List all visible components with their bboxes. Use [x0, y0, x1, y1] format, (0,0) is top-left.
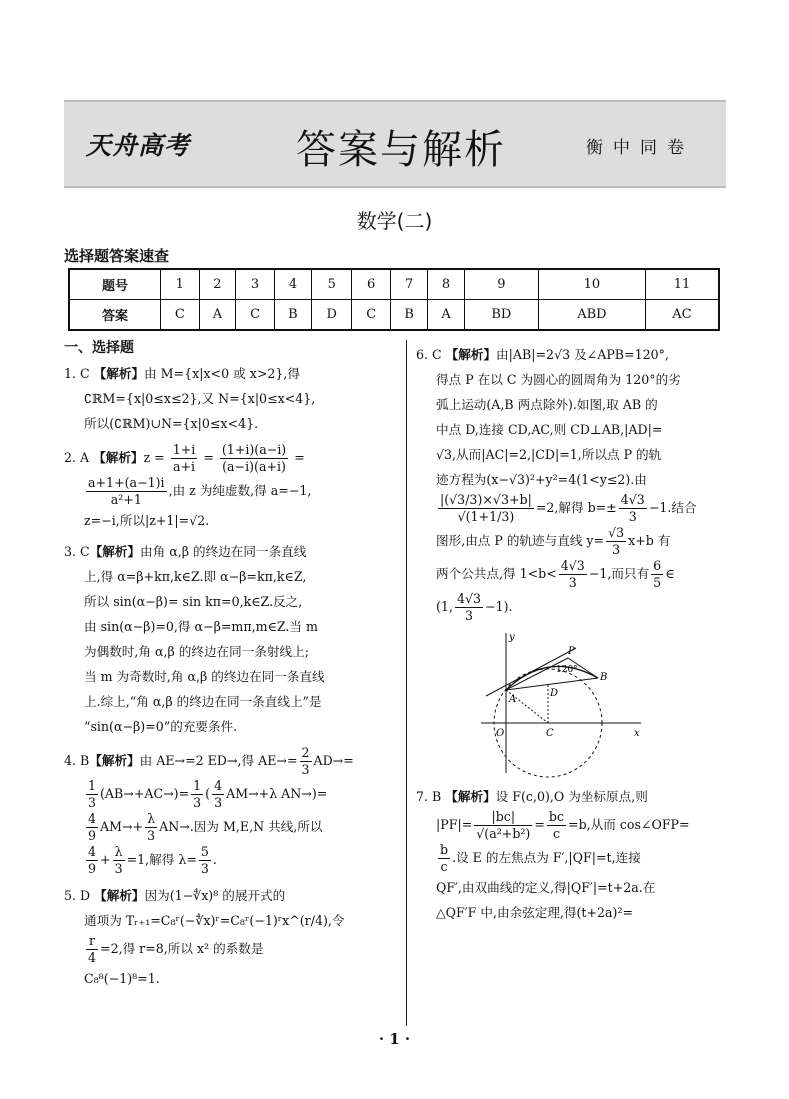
numerator: 1+i	[172, 442, 196, 457]
table-cell: 2	[199, 269, 236, 300]
q4-text: =1,解得 λ=	[126, 852, 197, 867]
q3-line: 当 m 为奇数时,角 α,β 的终边在同一条直线	[84, 669, 325, 684]
circle-diagram	[476, 628, 646, 778]
q3-head: 3. C	[64, 544, 90, 559]
solution-7	[416, 784, 726, 925]
numerator: 4√3	[560, 558, 585, 573]
table-cell: C	[236, 300, 275, 331]
q2-head: 2. A	[64, 450, 90, 465]
q6-text: (1,	[436, 599, 453, 614]
fraction	[220, 442, 288, 475]
row-label-number: 题号	[69, 269, 161, 300]
q3-line: 上.综上,“角 α,β 的终边在同一条直线上”是	[84, 694, 322, 709]
denominator: 9	[88, 861, 97, 876]
numerator: 1	[88, 778, 97, 793]
q7-line: 设 F(c,0),O 为坐标原点,则	[495, 789, 648, 804]
q4-text: (	[205, 786, 211, 801]
table-cell: 6	[352, 269, 391, 300]
page-number: · 1 ·	[378, 1030, 411, 1048]
analysis-tag: 【解析】	[445, 347, 497, 362]
numerator: 5	[200, 844, 209, 859]
table-cell: AC	[645, 300, 719, 331]
table-cell: 8	[428, 269, 465, 300]
numerator: (1+i)(a−i)	[221, 442, 287, 457]
column-divider	[406, 340, 407, 1026]
q5-head: 5. D	[64, 888, 91, 903]
fraction	[619, 492, 647, 525]
fraction	[438, 842, 450, 875]
q1-line: ∁ℝM={x|0≤x≤2},又 N={x|0≤x<4},	[84, 391, 316, 406]
table-cell: 9	[464, 269, 538, 300]
numerator: λ	[147, 811, 156, 826]
numerator: 4	[88, 844, 97, 859]
table-cell: C	[161, 300, 200, 331]
label-p: P	[568, 646, 575, 657]
label-b: B	[600, 672, 608, 683]
q5-line: 通项为 Tᵣ₊₁=C₈ʳ(−∜x)ʳ=C₈ʳ(−1)ʳx^(r/4),令	[84, 913, 345, 928]
q6-text: =2,解得 b=±	[535, 500, 617, 515]
q6-line: 得点 P 在以 C 为圆心的圆周角为 120°的劣	[436, 372, 681, 387]
section-heading: 一、选择题	[64, 340, 134, 356]
table-row-answers	[69, 300, 719, 331]
q2-text: ,由 z 为纯虚数,得 a=−1,	[168, 483, 312, 498]
table-cell: 5	[312, 269, 352, 300]
numerator: |bc|	[491, 809, 516, 824]
fraction	[547, 809, 566, 842]
denominator: 3	[147, 828, 156, 843]
table-cell: A	[428, 300, 465, 331]
q4-text: .	[212, 852, 217, 867]
q6-line: 弧上运动(A,B 两点除外).如图,取 AB 的	[436, 397, 658, 412]
q3-line: 由 sin(α−β)=0,得 α−β=mπ,m∈Z.当 m	[84, 619, 318, 634]
q7-text: =b,从而 cos∠OFP=	[568, 817, 690, 832]
q6-text: 两个公共点,得 1<b<	[436, 566, 557, 581]
q7-head: 7. B	[416, 789, 442, 804]
table-cell: 1	[161, 269, 200, 300]
q4-text: (AB→+AC→)=	[100, 786, 190, 801]
q6-line: 由|AB|=2√3 及∠APB=120°,	[496, 347, 669, 362]
q6-text: −1,而只有	[588, 566, 650, 581]
q6-line: √3,从而|AC|=2,|CD|=1,所以点 P 的轨	[436, 447, 662, 462]
denominator: c	[547, 825, 566, 842]
denominator: √(1+1/3)	[438, 508, 534, 525]
table-row-numbers	[69, 269, 719, 300]
q5-line: 因为(1−∜x)⁸ 的展开式的	[144, 888, 286, 903]
q1-line: 所以(∁ℝM)∪N={x|0≤x<4}.	[84, 416, 259, 431]
numerator: b	[440, 842, 449, 857]
q7-text: .设 E 的左焦点为 F′,|QF|=t,连接	[452, 850, 641, 865]
numerator: √3	[608, 525, 625, 540]
denominator: 3	[193, 795, 202, 810]
numerator: 6	[653, 558, 662, 573]
numerator: 4	[214, 778, 223, 793]
fraction	[212, 778, 224, 811]
row-label-answer: 答案	[69, 300, 161, 331]
q6-head: 6. C	[416, 347, 442, 362]
analysis-tag: 【解析】	[89, 544, 141, 559]
table-cell: 7	[391, 269, 428, 300]
label-y: y	[509, 632, 515, 643]
q4-text: AN→.因为 M,E,N 共线,所以	[159, 819, 323, 834]
denominator: 3	[200, 861, 209, 876]
q6-line: 迹方程为(x−√3)²+y²=4(1<y≤2).由	[436, 472, 647, 487]
brand-logo: 天舟高考	[86, 131, 191, 160]
q2-text: z =	[143, 450, 165, 465]
analysis-tag: 【解析】	[93, 366, 145, 381]
label-d: D	[550, 688, 559, 699]
table-cell: C	[352, 300, 391, 331]
q3-line: 所以 sin(α−β)= sin kπ=0,k∈Z.反之,	[84, 594, 303, 609]
fraction	[86, 933, 98, 966]
denominator: 3	[606, 541, 626, 558]
denominator: a+i	[171, 458, 198, 475]
q7-text: |PF|=	[436, 817, 473, 832]
fraction	[86, 475, 167, 508]
fraction	[559, 558, 587, 591]
denominator: 3	[559, 574, 587, 591]
fraction	[171, 442, 198, 475]
fraction	[455, 591, 483, 624]
fraction	[86, 811, 98, 844]
left-column	[64, 336, 396, 997]
label-c: C	[546, 728, 554, 739]
denominator: 9	[88, 828, 97, 843]
table-cell: B	[391, 300, 428, 331]
page-title: 答案与解析	[296, 127, 506, 173]
label-o: O	[496, 728, 505, 739]
denominator: 3	[214, 795, 223, 810]
numerator: 4√3	[620, 492, 645, 507]
fraction	[86, 778, 98, 811]
solution-5	[64, 883, 396, 991]
q7-line: QF′,由双曲线的定义,得|QF′|=t+2a.在	[436, 880, 656, 895]
table-cell: A	[199, 300, 236, 331]
right-column	[416, 342, 726, 931]
q2-line: z=−i,所以|z+1|=√2.	[84, 513, 210, 528]
denominator: 3	[619, 508, 647, 525]
q6-text: ∈	[665, 566, 675, 581]
table-cell: 3	[236, 269, 275, 300]
header-banner	[64, 100, 726, 188]
fraction	[438, 492, 534, 525]
denominator: 5	[653, 575, 662, 590]
q6-text: −1.结合	[648, 500, 697, 515]
numerator: bc	[548, 809, 565, 824]
analysis-tag: 【解析】	[93, 450, 144, 465]
numerator: |(√3/3)×√3+b|	[440, 492, 532, 507]
fraction	[606, 525, 626, 558]
solution-2: 2. A 【解析】z = $\frac{1+i}{a+i}$ = $\frac{(1+i)(a-i)}{(a-i)(a+i)}$ = $\frac{a+1+(a-1)i}{\text{a²+1}}$ ,由 z 为纯虚数,得 a=−1, z=−i,所以|z+1|=√2.	[64, 442, 396, 533]
denominator: 4	[88, 950, 97, 965]
q6-text: 图形,由点 P 的轨迹与直线 y=	[436, 533, 605, 548]
denominator: 3	[455, 607, 483, 624]
denominator: √(a²+b²)	[476, 826, 531, 841]
numerator: λ	[114, 844, 123, 859]
q3-line: “sin(α−β)=0”的充要条件.	[84, 719, 238, 734]
numerator: r	[88, 933, 96, 948]
fraction	[300, 745, 312, 778]
denominator: (a−i)(a+i)	[220, 458, 288, 475]
q6-line: 中点 D,连接 CD,AC,则 CD⊥AB,|AD|=	[436, 422, 663, 437]
fraction	[199, 844, 211, 877]
fraction	[651, 558, 663, 591]
table-cell: BD	[464, 300, 538, 331]
q6-text: −1).	[485, 599, 513, 614]
analysis-tag: 【解析】	[89, 753, 140, 768]
denominator: c	[438, 858, 450, 875]
solution-4: 4. B【解析】由 AE→=2 ED→,得 AE→= $\frac{2}{3}$ AD→= $\frac{1}{3}$ (AB→+AC→)= $\frac{1}{3}$ ( $\frac{4}{3}$ AM→+λ AN→)= $\frac{4}{9}$ AM→+ $\frac{\lambda}{3}$ AN→.因为 M,E,N 共线,所以 $\frac{4}{9}$ + $\frac{\lambda}{3}$ =1,解得 λ= $\frac{5}{3}$ .	[64, 745, 354, 876]
q7-line: △QF′F 中,由余弦定理,得(t+2a)²=	[436, 905, 634, 920]
q3-line: 由角 α,β 的终边在同一条直线	[140, 544, 307, 559]
fraction	[113, 844, 125, 877]
paper-subtitle: 数学(二)	[356, 209, 433, 233]
table-cell: D	[312, 300, 352, 331]
numerator: 4	[88, 811, 97, 826]
q1-line: 由 M={x|x<0 或 x>2},得	[144, 366, 300, 381]
q4-text: AM→+	[100, 819, 144, 834]
numerator: 1	[193, 778, 202, 793]
numerator: a+1+(a−1)i	[88, 475, 165, 490]
analysis-tag: 【解析】	[445, 789, 496, 804]
solution-6	[416, 342, 726, 778]
solution-1	[64, 361, 396, 436]
table-cell: 10	[538, 269, 645, 300]
label-a: A	[509, 694, 517, 705]
table-cell: 4	[274, 269, 311, 300]
table-cell: ABD	[538, 300, 645, 331]
table-cell: 11	[645, 269, 719, 300]
q3-line: 上,得 α=β+kπ,k∈Z.即 α−β=kπ,k∈Z,	[84, 569, 307, 584]
denominator: 3	[88, 795, 97, 810]
analysis-tag: 【解析】	[94, 888, 145, 903]
denominator: 3	[114, 861, 123, 876]
q4-text: AD→=	[313, 753, 354, 768]
answer-table	[68, 268, 720, 331]
label-angle: 120°	[556, 665, 578, 675]
fraction	[474, 809, 532, 842]
q4-head: 4. B	[64, 753, 90, 768]
table-cell: B	[274, 300, 311, 331]
denominator: 3	[301, 762, 310, 777]
denominator: a²+1	[86, 491, 167, 508]
q6-text: x+b 有	[628, 533, 671, 548]
quick-answer-heading: 选择题答案速查	[64, 247, 170, 265]
fraction	[191, 778, 203, 811]
solution-3	[64, 539, 396, 739]
numerator: 2	[301, 745, 310, 760]
fraction	[145, 811, 157, 844]
q4-text: AM→+λ AN→)=	[226, 786, 328, 801]
fraction	[86, 844, 98, 877]
q5-text: =2,得 r=8,所以 x² 的系数是	[100, 941, 264, 956]
numerator: 4√3	[456, 591, 481, 606]
q1-head: 1. C	[64, 366, 90, 381]
q5-line: C₈⁸(−1)⁸=1.	[84, 971, 160, 986]
q7-text: =	[534, 817, 545, 832]
q4-text: 由 AE→=2 ED→,得 AE→=	[139, 753, 298, 768]
label-x: x	[634, 728, 640, 739]
series-tag: 衡中同卷	[586, 138, 694, 158]
q3-line: 为偶数时,角 α,β 的终边在同一条射线上;	[84, 644, 309, 659]
